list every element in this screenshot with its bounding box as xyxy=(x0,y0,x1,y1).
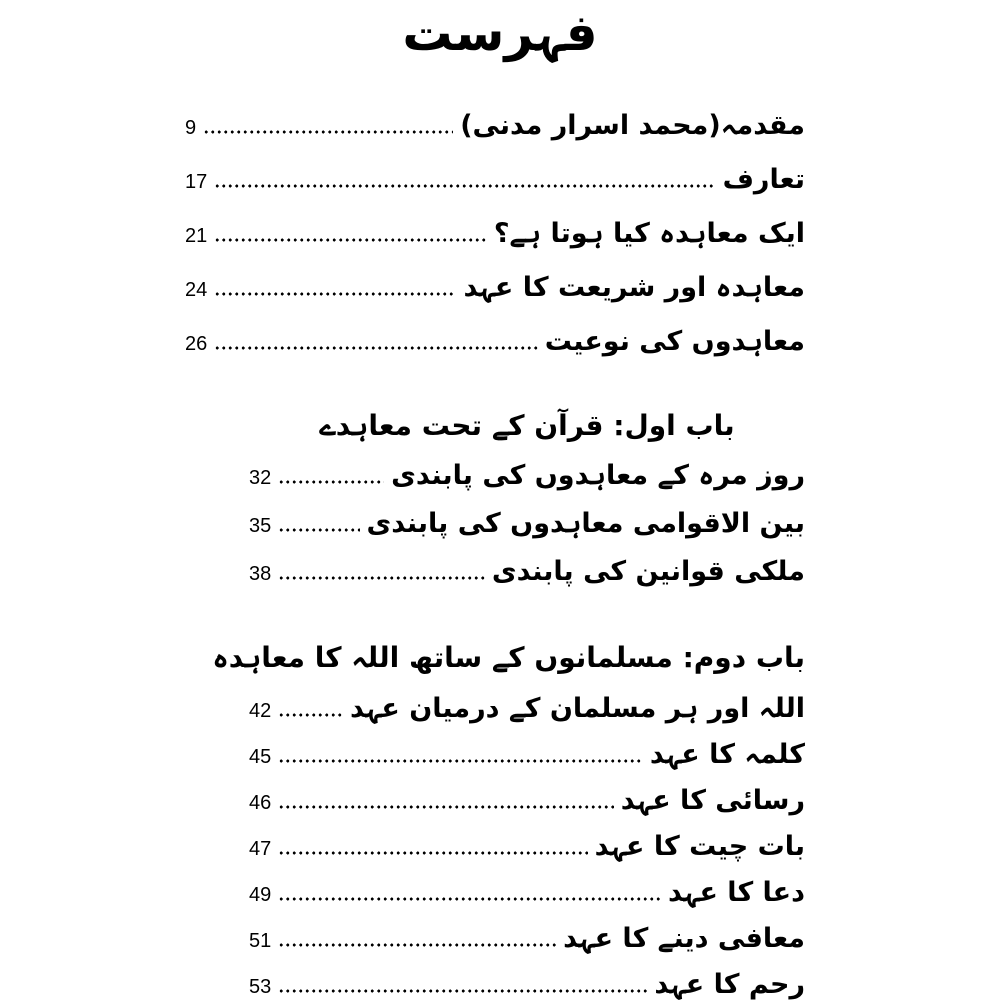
dotted-leader xyxy=(278,759,643,763)
dotted-leader xyxy=(278,713,343,717)
chapter-1-heading: باب اول: قرآن کے تحت معاہدے xyxy=(319,409,735,442)
toc-entry-title: ملکی قوانین کی پابندی xyxy=(491,556,805,587)
toc-page-number: 26 xyxy=(185,333,208,355)
toc-page-number: 32 xyxy=(249,467,272,489)
toc-entry-title: تعارف xyxy=(722,164,805,195)
toc-entry xyxy=(249,554,805,590)
toc-entry xyxy=(249,875,805,911)
toc-page-number: 42 xyxy=(249,700,272,722)
toc-entry-title: کلمہ کا عہد xyxy=(649,739,805,770)
dotted-leader xyxy=(214,184,715,188)
toc-page-number: 24 xyxy=(185,279,208,301)
dotted-leader xyxy=(203,130,453,134)
table-of-contents xyxy=(0,108,1000,1000)
toc-entry-title: معاہدہ اور شریعت کا عہد xyxy=(463,272,805,303)
toc-page-number: 47 xyxy=(249,838,272,860)
toc-entry xyxy=(249,691,805,727)
toc-entry-title: معاہدوں کی نوعیت xyxy=(544,326,805,357)
dotted-leader xyxy=(278,989,647,993)
toc-page-number: 17 xyxy=(185,171,208,193)
dotted-leader xyxy=(278,943,556,947)
toc-entry xyxy=(249,506,805,542)
toc-entry xyxy=(249,967,805,1000)
toc-page-number: 9 xyxy=(185,117,197,139)
dotted-leader xyxy=(214,292,456,296)
toc-entry xyxy=(249,783,805,819)
dotted-leader xyxy=(278,851,587,855)
toc-entry-title: مقدمہ(محمد اسرار مدنی) xyxy=(460,110,805,141)
toc-page-number: 51 xyxy=(249,930,272,952)
toc-entry xyxy=(185,162,805,198)
toc-entry-title: ایک معاہدہ کیا ہوتا ہے؟ xyxy=(493,218,805,249)
chapter-2-heading: باب دوم: مسلمانوں کے ساتھ اللہ کا معاہدہ xyxy=(212,641,805,674)
dotted-leader xyxy=(214,238,487,242)
toc-entry xyxy=(249,458,805,494)
toc-page-number: 46 xyxy=(249,792,272,814)
toc-entry-title: بات چیت کا عہد xyxy=(594,831,805,862)
dotted-leader xyxy=(278,805,614,809)
dotted-leader xyxy=(214,346,537,350)
toc-entry xyxy=(185,324,805,360)
toc-page-number: 21 xyxy=(185,225,208,247)
dotted-leader xyxy=(278,576,485,580)
toc-entry-title: رسائی کا عہد xyxy=(620,785,805,816)
toc-page-number: 35 xyxy=(249,515,272,537)
front-matter-group xyxy=(185,108,805,360)
toc-page-number: 49 xyxy=(249,884,272,906)
toc-entry-title: معافی دینے کا عہد xyxy=(563,923,805,954)
toc-page-number: 45 xyxy=(249,746,272,768)
toc-entry xyxy=(249,921,805,957)
chapter-2-group xyxy=(185,691,805,1000)
dotted-leader xyxy=(278,480,384,484)
toc-entry xyxy=(185,216,805,252)
toc-entry xyxy=(249,829,805,865)
chapter-1-group xyxy=(185,458,805,590)
dotted-leader xyxy=(278,528,359,532)
page-title: فہرست xyxy=(402,4,598,62)
dotted-leader xyxy=(278,897,661,901)
toc-entry-title: دعا کا عہد xyxy=(668,877,805,908)
toc-page-number: 53 xyxy=(249,976,272,998)
toc-entry-title: روز مرہ کے معاہدوں کی پابندی xyxy=(391,460,805,491)
toc-entry-title: اللہ اور ہر مسلمان کے درمیان عہد xyxy=(349,693,805,724)
toc-entry xyxy=(185,270,805,306)
toc-entry xyxy=(249,737,805,773)
toc-entry xyxy=(185,108,805,144)
toc-page-number: 38 xyxy=(249,563,272,585)
toc-entry-title: بین الاقوامی معاہدوں کی پابندی xyxy=(366,508,805,539)
toc-entry-title: رحم کا عہد xyxy=(654,969,805,1000)
